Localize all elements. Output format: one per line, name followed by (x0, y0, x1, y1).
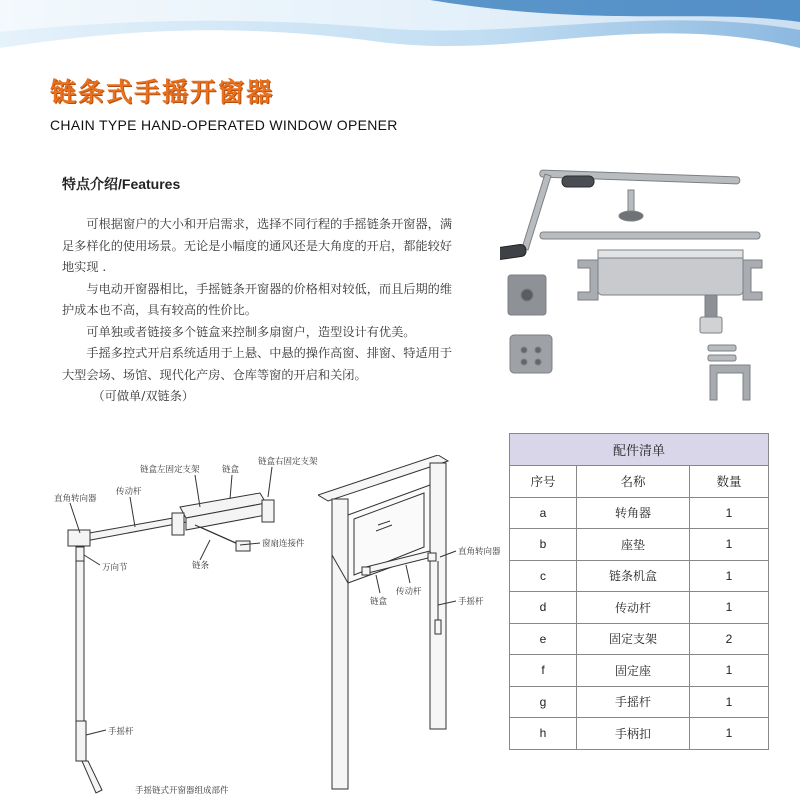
label-chain-box-left-bracket: 链盒左固定支架 (140, 465, 200, 475)
label-drive-rod: 传动杆 (396, 587, 422, 597)
part-quantity: 1 (690, 655, 769, 687)
table-row (510, 718, 769, 750)
parts-list-table (509, 433, 769, 750)
part-quantity: 1 (690, 560, 769, 592)
label-drive-rod: 传动杆 (116, 487, 142, 497)
label-right-angle-diverter: 直角转向器 (54, 494, 97, 504)
part-quantity: 2 (690, 623, 769, 655)
table-row (510, 497, 769, 529)
column-header-number: 序号 (510, 466, 577, 498)
sash-connector-shape (236, 541, 250, 551)
page-title: 链条式手摇开窗器 (50, 78, 275, 108)
features-heading: 特点介绍/Features (62, 176, 181, 192)
part-name: 手柄扣 (577, 718, 690, 750)
features-paragraph: 可根据窗户的大小和开启需求，选择不同行程的手摇链条开窗器，满足多样化的使用场景。无论是小幅度的通风还是大角度的开启，都能较好地实现 . (62, 217, 453, 274)
column-header-quantity: 数量 (690, 466, 769, 498)
part-code: h (510, 718, 577, 750)
part-quantity: 1 (690, 529, 769, 561)
column-header-name: 名称 (577, 466, 690, 498)
mount-base-shape (619, 211, 643, 221)
part-code: d (510, 592, 577, 624)
components-diagram (40, 445, 330, 800)
part-quantity: 1 (690, 497, 769, 529)
part-name: 手摇杆 (577, 686, 690, 718)
crank-handle-shape (82, 761, 102, 793)
parts-table-caption: 配件清单 (510, 434, 769, 466)
installation-diagram-drawing (318, 455, 518, 800)
part-code: c (510, 560, 577, 592)
page-subtitle: CHAIN TYPE HAND-OPERATED WINDOW OPENER (50, 117, 398, 133)
sash-connector-shape (700, 317, 722, 333)
label-sash-connector: 窗扇连接件 (262, 539, 305, 549)
crank-grip-shape (562, 176, 594, 187)
part-name: 固定座 (577, 655, 690, 687)
fixing-seat-shape (710, 365, 750, 400)
features-description (62, 214, 462, 408)
features-paragraph: 可单独或者链接多个链盒来控制多扇窗户，造型设计有优美。 (86, 324, 416, 339)
features-note: （可做单/双链条） (92, 389, 195, 403)
drive-rod-shape (540, 232, 760, 239)
label-chain: 链条 (192, 561, 210, 571)
label-universal-joint: 万向节 (102, 563, 128, 573)
part-quantity: 1 (690, 686, 769, 718)
table-row (510, 623, 769, 655)
crank-handle-shape (500, 244, 527, 261)
product-photo (500, 160, 790, 410)
features-paragraph: 与电动开窗器相比，手摇链条开窗器的价格相对较低，而且后期的维护成本也不高，具有较高的性价比。 (62, 281, 453, 317)
label-chain-box: 链盒 (222, 465, 240, 475)
table-row (510, 560, 769, 592)
left-post-shape (332, 499, 348, 789)
part-name: 传动杆 (577, 592, 690, 624)
header-wave-decoration (0, 0, 800, 80)
diagram-caption: 手摇链式开窗器组成部件 (135, 786, 229, 796)
part-code: b (510, 529, 577, 561)
table-row (510, 686, 769, 718)
part-quantity: 1 (690, 718, 769, 750)
table-row (510, 529, 769, 561)
seat-cushion-shape (510, 335, 552, 373)
part-name: 转角器 (577, 497, 690, 529)
label-crank-rod: 手摇杆 (458, 597, 484, 607)
part-code: a (510, 497, 577, 529)
label-chain-box: 链盒 (370, 597, 388, 607)
universal-joint-shape (76, 547, 84, 561)
label-crank-rod: 手摇杆 (108, 727, 134, 737)
table-row (510, 655, 769, 687)
part-name: 链条机盒 (577, 560, 690, 592)
part-code: e (510, 623, 577, 655)
vertical-rod-shape (76, 561, 84, 721)
part-code: g (510, 686, 577, 718)
part-code: f (510, 655, 577, 687)
label-right-angle-diverter: 直角转向器 (458, 547, 501, 557)
table-row (510, 592, 769, 624)
label-chain-box-right-bracket: 链盒右固定支架 (258, 457, 318, 467)
features-paragraph: 手摇多控式开启系统适用于上悬、中悬的操作高窗、排窗、特适用于大型会场、场馆、现代化产房、仓库等窗的开启和关闭。 (62, 346, 453, 382)
part-name: 座垫 (577, 529, 690, 561)
part-name: 固定支架 (577, 623, 690, 655)
window-sash-shape (348, 485, 430, 583)
part-quantity: 1 (690, 592, 769, 624)
diverter-shape (68, 530, 90, 546)
installation-diagram (318, 455, 518, 800)
